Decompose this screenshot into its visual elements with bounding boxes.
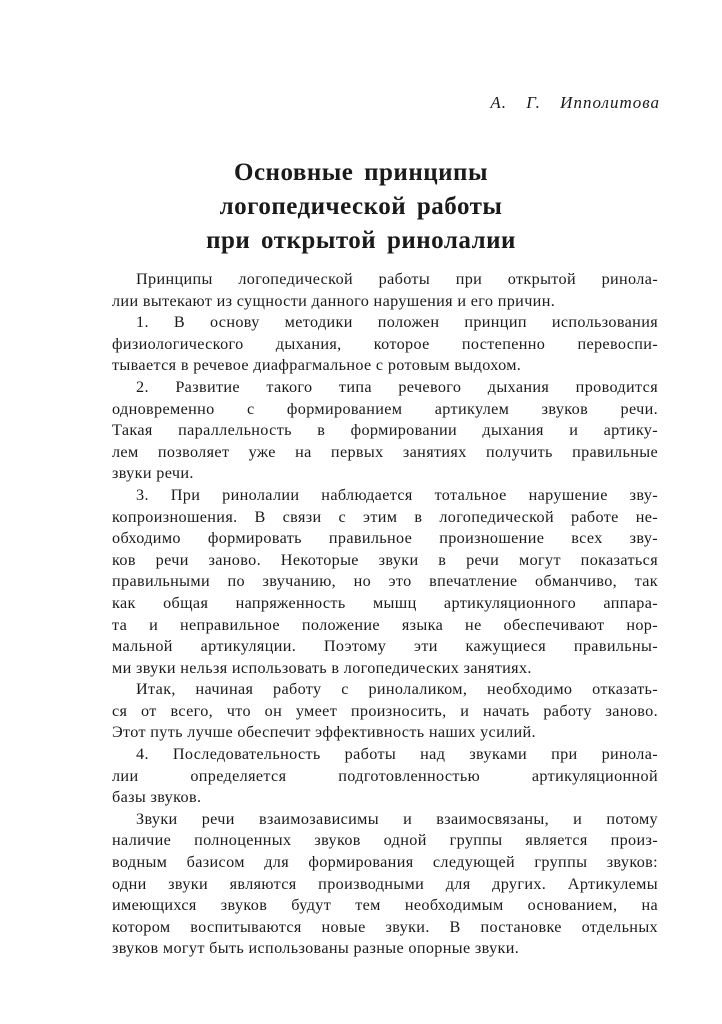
text-line: Этот путь лучше обеспечит эффективность наших усилий. — [112, 723, 536, 742]
text-line: Принципы логопедической работы при открытой ринола- — [136, 270, 658, 288]
text-line: 3. При ринолалии наблюдается тотальное нарушение зву- — [136, 485, 658, 504]
text-line: лем позволяет уже на первых занятиях получить правильные — [112, 442, 658, 461]
text-line: обходимо формировать правильное произношение всех зву- — [112, 529, 658, 548]
text-line: одни звуки являются производными для других. Артикулемы — [112, 874, 658, 893]
text-line: 1. В основу методики положен принцип использования — [136, 313, 658, 332]
title-line: логопедической работы — [219, 193, 503, 220]
text-line: тывается в речевое диафрагмальное с ротовым выдохом. — [112, 356, 522, 375]
text-line: 2. Развитие такого типа речевого дыхания проводится — [136, 377, 658, 396]
text-line: та и неправильное положение языка не обеспечивают нор- — [112, 615, 658, 634]
text-line: физиологического дыхания, которое постепенно перевоспи- — [112, 334, 658, 353]
text-line: наличие полноценных звуков одной группы является произ- — [112, 831, 658, 850]
text-line: мальной артикуляции. Поэтому эти кажущиеся правильны- — [112, 637, 658, 656]
article-title — [0, 156, 722, 258]
text-line: лии определяется подготовленностью артикуляционной — [112, 766, 658, 785]
text-line: звуки речи. — [112, 464, 194, 483]
text-line: 4. Последовательность работы над звуками при ринола- — [136, 745, 658, 764]
text-line: как общая напряженность мышц артикуляционного аппара- — [112, 593, 658, 612]
text-line: Такая параллельность в формировании дыхания и артику- — [112, 421, 658, 440]
title-line: при открытой ринолалии — [206, 227, 516, 254]
article-body — [112, 269, 658, 960]
text-line: Итак, начиная работу с ринолаликом, необходимо отказать- — [136, 680, 658, 699]
text-line: копроизношения. В связи с этим в логопедической работе не- — [112, 507, 658, 526]
text-line: Звуки речи взаимозависимы и взаимосвязаны, и потому — [136, 809, 658, 828]
text-line: правильными по звучанию, но это впечатление обманчиво, так — [112, 572, 658, 591]
text-line: звуков могут быть использованы разные опорные звуки. — [112, 939, 520, 958]
text-line: лии вытекают из сущности данного нарушения и его причин. — [112, 291, 556, 310]
text-line: ми звуки нельзя использовать в логопедических занятиях. — [112, 658, 532, 677]
text-line: ков речи заново. Некоторые звуки в речи могут показаться — [112, 550, 658, 569]
text-line: водным базисом для формирования следующей группы звуков: — [112, 853, 658, 872]
title-line: Основные принципы — [234, 159, 488, 186]
text-line: ся от всего, что он умеет произносить, и начать работу заново. — [112, 701, 658, 720]
author-name: А. Г. Ипполитова — [490, 93, 660, 112]
text-line: базы звуков. — [112, 788, 202, 807]
text-line: имеющихся звуков будут тем необходимым основанием, на — [112, 896, 658, 915]
text-line: одновременно с формированием артикулем звуков речи. — [112, 399, 658, 418]
text-line: котором воспитываются новые звуки. В постановке отдельных — [112, 917, 658, 936]
